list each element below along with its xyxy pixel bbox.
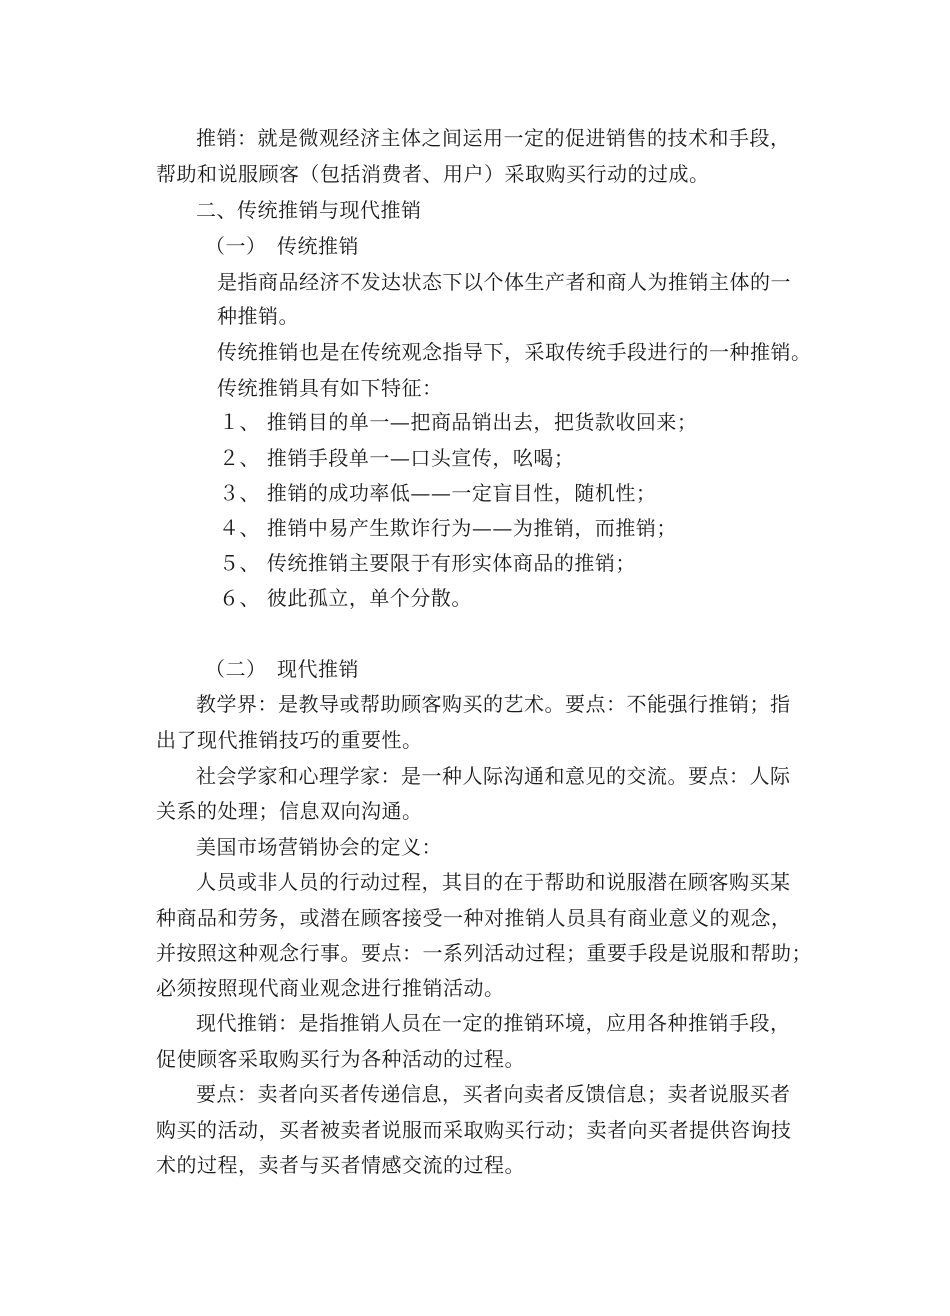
subsection-heading: （二） 现代推销 bbox=[205, 657, 359, 681]
list-item: ４、 推销中易产生欺诈行为——为推销，而推销； bbox=[219, 516, 677, 540]
paragraph-line: 种推销。 bbox=[217, 304, 299, 328]
paragraph-line: 出了现代推销技巧的重要性。 bbox=[156, 728, 423, 752]
paragraph-line: 传统推销具有如下特征： bbox=[217, 376, 443, 400]
paragraph-line: 要点：卖者向买者传递信息，买者向卖者反馈信息；卖者说服买者 bbox=[196, 1082, 791, 1106]
list-item: ２、 推销手段单一—口头宣传，吆喝； bbox=[219, 446, 575, 470]
paragraph-line: 必须按照现代商业观念进行推销活动。 bbox=[156, 976, 505, 1000]
paragraph-line: 人员或非人员的行动过程，其目的在于帮助和说服潜在顾客购买某 bbox=[196, 870, 791, 894]
paragraph-line: 是指商品经济不发达状态下以个体生产者和商人为推销主体的一 bbox=[217, 270, 791, 294]
list-item: ６、 彼此孤立，单个分散。 bbox=[219, 586, 472, 610]
paragraph-line: 帮助和说服顾客（包括消费者、用户）采取购买行动的过成。 bbox=[156, 162, 710, 186]
paragraph-line: 美国市场营销协会的定义： bbox=[196, 835, 442, 859]
list-item: ５、 传统推销主要限于有形实体商品的推销； bbox=[219, 551, 636, 575]
paragraph-line: 并按照这种观念行事。要点：一系列活动过程；重要手段是说服和帮助； bbox=[156, 941, 812, 965]
paragraph-line: 关系的处理；信息双向沟通。 bbox=[156, 799, 423, 823]
paragraph-line: 种商品和劳务，或潜在顾客接受一种对推销人员具有商业意义的观念， bbox=[156, 906, 792, 930]
paragraph-line: 购买的活动，买者被卖者说服而采取购买行动；卖者向买者提供咨询技 bbox=[156, 1118, 792, 1142]
list-item: １、 推销目的单一—把商品销出去，把货款收回来； bbox=[219, 410, 698, 434]
paragraph-line: 术的过程，卖者与买者情感交流的过程。 bbox=[156, 1153, 525, 1177]
paragraph-line: 社会学家和心理学家：是一种人际沟通和意见的交流。要点：人际 bbox=[196, 764, 791, 788]
list-item: ３、 推销的成功率低——一定盲目性，随机性； bbox=[219, 481, 657, 505]
paragraph-line: 促使顾客采取购买行为各种活动的过程。 bbox=[156, 1047, 525, 1071]
paragraph-line: 推销：就是微观经济主体之间运用一定的促进销售的技术和手段， bbox=[196, 126, 791, 150]
paragraph-line: 传统推销也是在传统观念指导下，采取传统手段进行的一种推销。 bbox=[217, 340, 812, 364]
paragraph-line: 教学界：是教导或帮助顾客购买的艺术。要点：不能强行推销；指 bbox=[196, 692, 791, 716]
section-heading: 二、传统推销与现代推销 bbox=[196, 198, 422, 222]
subsection-heading: （一） 传统推销 bbox=[205, 234, 359, 258]
paragraph-line: 现代推销：是指推销人员在一定的推销环境，应用各种推销手段， bbox=[196, 1011, 791, 1035]
